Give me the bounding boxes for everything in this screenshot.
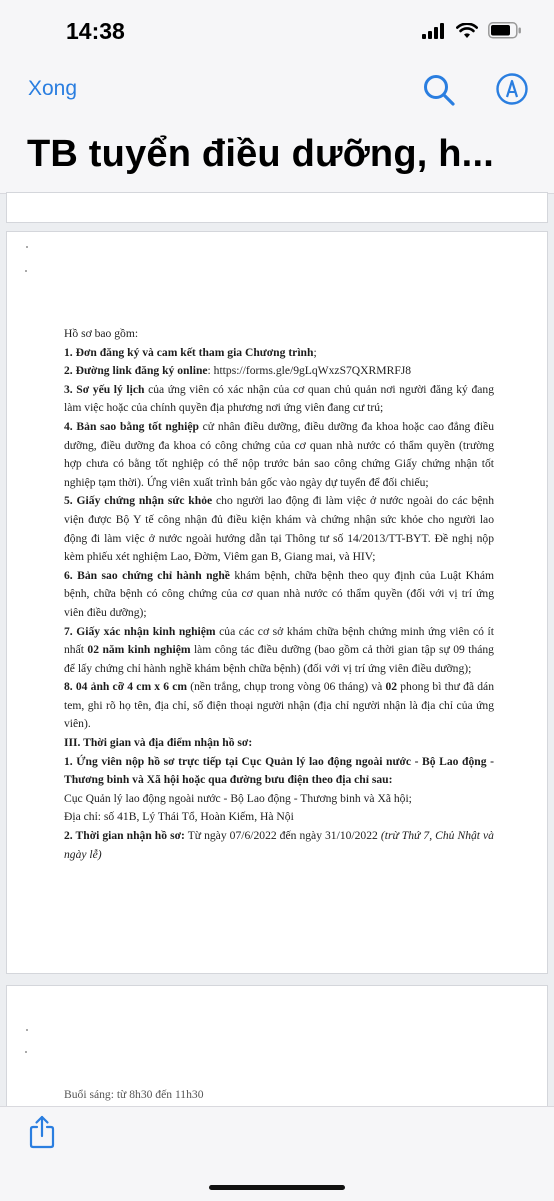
scan-speck [26,246,28,248]
doc-item-8: 8. 04 ảnh cỡ 4 cm x 6 cm (nền trắng, chụp trong vòng 06 tháng) và 02 phong bì thư đã dán tem, ghi rõ họ tên, địa chỉ, số điện thoại người nhận (địa chỉ người nhận là địa chỉ của ứng viên). [64,680,495,731]
doc-item-6: 6. Bản sao chứng chỉ hành nghề khám bệnh, chữa bệnh theo quy định của Luật Khám bệnh, chữa bệnh có công chứng của cơ quan nhà nước có thẩm quyền (đối với vị trí ứng viên điều dưỡng); [64,568,494,619]
doc-intro: Hồ sơ bao gồm: [64,327,139,340]
share-icon[interactable] [29,1115,55,1149]
doc-item-3: 3. Sơ yếu lý lịch của ứng viên có xác nhận của cơ quan chủ quản nơi người đăng ký đang làm việc hoặc của chính quyền địa phương nơi ứng viên đang cư trú; [64,382,494,415]
doc-section-3-item-2: 2. Thời gian nhận hồ sơ: Từ ngày 07/6/2022 đến ngày 31/10/2022 (trừ Thứ 7, Chủ Nhật và ngày lễ) [64,829,494,861]
next-page-text-fragment: Buổi sáng: từ 8h30 đến 11h30 [64,1088,204,1101]
page-title: TB tuyển điều dưỡng, h... [27,133,494,175]
search-icon[interactable] [421,72,459,110]
doc-item-1: 1. Đơn đăng ký và cam kết tham gia Chương trình; [64,345,317,359]
cellular-signal-icon [422,23,446,39]
status-time: 14:38 [66,18,125,44]
wifi-icon [456,23,478,39]
pdf-page-previous [7,193,547,222]
doc-address: Địa chỉ: số 41B, Lý Thái Tổ, Hoàn Kiếm, Hà Nội [64,810,294,824]
doc-section-3-item-1: 1. Ứng viên nộp hồ sơ trực tiếp tại Cục Quản lý lao động ngoài nước - Bộ Lao động - Thương binh và Xã hội hoặc qua đường bưu điện theo địa chỉ sau: [64,754,494,787]
markup-pen-icon[interactable] [495,72,529,106]
document-text [64,325,494,864]
status-bar [0,0,554,60]
doc-item-4: 4. Bản sao bằng tốt nghiệp cử nhân điều dưỡng, điều dưỡng đa khoa hoặc cao đẳng điều dưỡng, điều dưỡng đa khoa có công chứng của cơ quan nhà nước có thẩm quyền (trường hợp chưa có bằng tốt nghiệp có thể nộp trước bản sao công chứng Giấy chứng nhận tốt nghiệp tạm thời). Ứng viên xuất trình bản gốc vào ngày dự tuyển để đối chiếu; [64,419,494,489]
scan-speck [25,1051,27,1053]
done-button[interactable]: Xong [28,77,78,100]
home-indicator [209,1185,345,1190]
scan-speck [25,270,27,272]
doc-item-5: 5. Giấy chứng nhận sức khỏe cho người lao động đi làm việc ở nước ngoài do các bệnh viện được Bộ Y tế công nhận đủ điều kiện khám và chứng nhận sức khỏe cho người lao động đi làm việc ở nước ngoài hướng dẫn tại Thông tư số 14/2013/TT-BYT. Đề nghị nộp kèm phiếu xét nghiệm Lao, Đờm, Viêm gan B, Giang mai, và HIV; [64,494,494,564]
scan-speck [26,1029,28,1031]
battery-icon [488,22,522,39]
navigation-bar [0,60,554,194]
doc-item-7: 7. Giấy xác nhận kinh nghiệm của các cơ sở khám chữa bệnh chứng minh ứng viên có ít nhất 02 năm kinh nghiệm làm công tác điều dưỡng (bao gồm cả thời gian tập sự 09 tháng để lấy chứng chỉ hành nghề khám bệnh chữa bệnh) (đối với vị trí ứng viên điều dưỡng); [64,624,494,675]
doc-org-name: Cục Quản lý lao động ngoài nước - Bộ Lao động - Thương binh và Xã hội; [64,791,412,805]
doc-item-2: 2. Đường link đăng ký online: https://forms.gle/9gLqWxzS7QXRMRFJ8 [64,364,412,378]
doc-section-3-heading: III. Thời gian và địa điểm nhận hồ sơ: [64,736,253,750]
